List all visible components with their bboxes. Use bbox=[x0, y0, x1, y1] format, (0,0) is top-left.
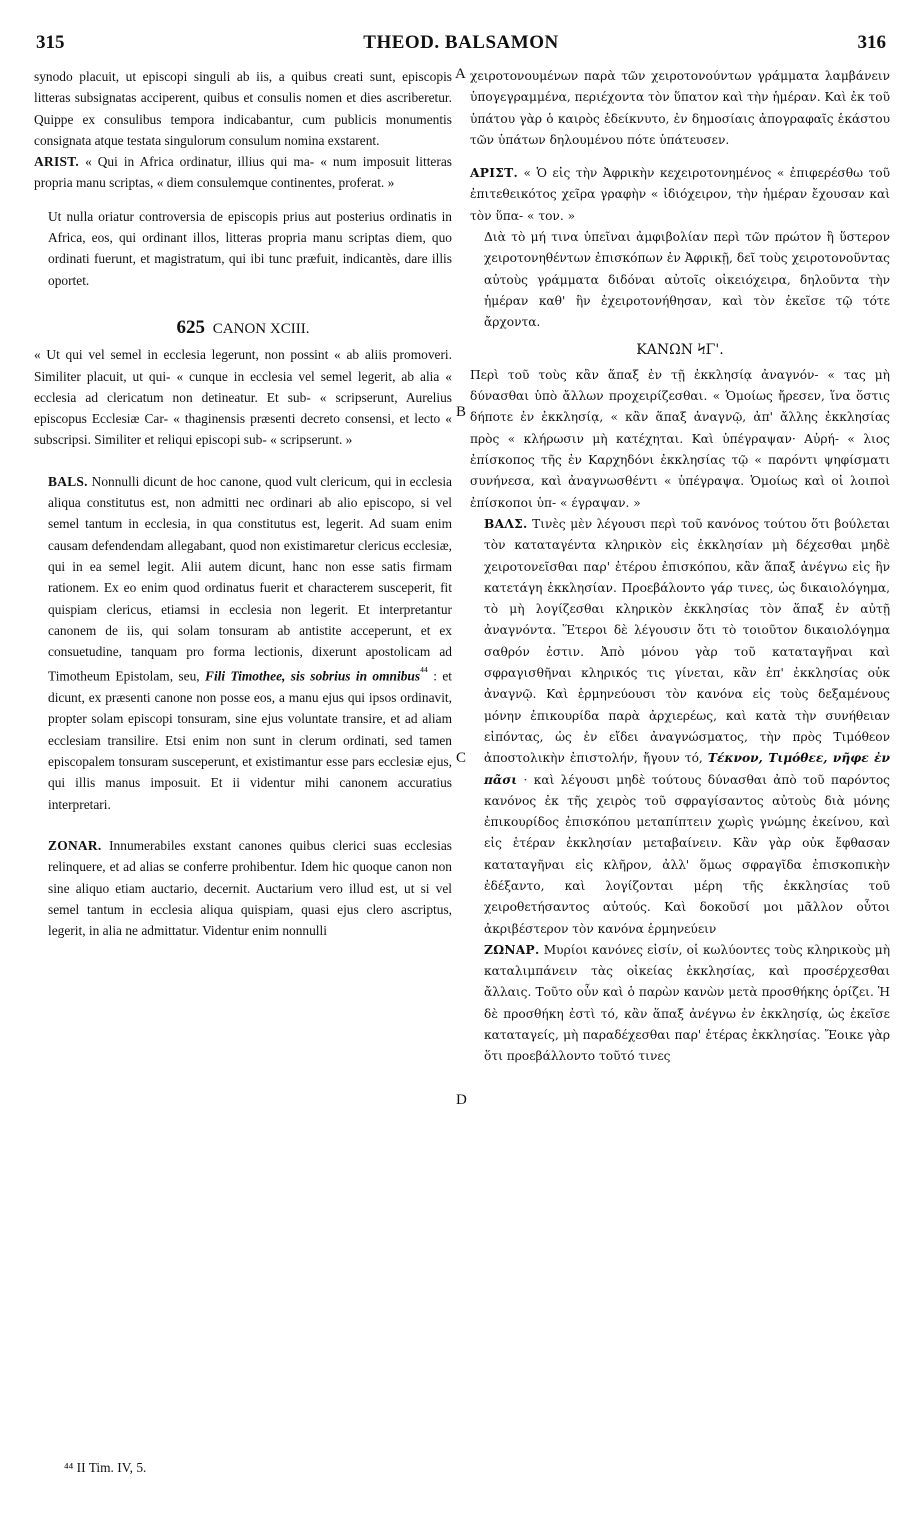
zonar-text-latin: Innumerabiles exstant canones quibus clerici suas ecclesias relinquere, et ad alias se conferre prohibentur. Idem hic quoque canon non sine aliquo etiam auctario, decernit. Auctarium vero illud est, ut si vel semel tantum in ecclesia aliqua quispiam, quasi ejus clero ascriptus, legerit, in alia ne admittatur. Videntur enim nonnulli bbox=[48, 837, 452, 939]
bals-label-latin: BALS. bbox=[48, 473, 88, 489]
latin-paragraph-intro: synodo placuit, ut episcopi singuli ab iis, a quibus creati sunt, episcopis litteras subsignatas acciperent, quibus et consulis nomen et dies ascriberetur. Quippe ex consulibus tempora indicabantur, cum publicis monumentis consignata atque testata singulorum consulum nomina exstarent. bbox=[34, 69, 452, 148]
bals-text-greek-a: Τινὲς μὲν λέγουσι περὶ τοῦ κανόνος τούτου ὅτι βούλεται τὸν καταταγέντα κληρικὸν εἰς ἐκκλησίαν μὴ δέχεσθαι μηδὲ χειροτονεῖσθαι παρ' ἑτέρου ἐπισκόπου, κἂν ἅπαξ ἀνέγνω εἰς ἣν κατετάγη ἐκκλησίαν. Προεβάλοντο γάρ τινες, ὡς δικαιολόγημα, τὸ μὴ λογίζεσθαι κληρικὸν ἐκκλησίας τὸν ἅπαξ ἐν αὐτῇ ἀναγνόντα. Ἕτεροι δὲ λέγουσιν ὅτι τὸ τοιοῦτον δικαιολόγημα σαθρόν ἐστιν. Ἀπὸ μόνου γὰρ τοῦ καταταγῆναι καὶ σφραγισθῆναι κληρικός τις γίνεται, κἂν ἐπ' ἐκκλησίας οὐκ ἀναγνῷ. Καὶ ἑρμηνεύουσι τὸν κανόνα εἰς τοὺς δεξαμένους μόνην ἐπικουρίδα παρὰ ἀρχιερέως, καὶ κατὰ τὴν συνήθειαν εἰπόντας, ὡς ἐν εἴδει ἀναγνώσματος, τὴν πρὸς Τιμόθεον ἀποστολικὴν ἐπιστολήν, ἤγουν τό, bbox=[484, 516, 890, 766]
canon-text-latin: « Ut qui vel semel in ecclesia legerunt, non possint « ab aliis promoveri. Similiter placuit, ut qui- « cunque in ecclesia vel semel legerit, ab alia « ecclesia ad clericatum non detineatur. Et sub- « scripserunt, Aurelius episcopus Ecclesiæ Car- « thaginensis præsenti decreto consensi, et lecto « subscripsi. Similiter et reliqui episcopi sub- « scripserunt. » bbox=[34, 347, 452, 448]
arist-text: « Qui in Africa ordinatur, illius qui ma- « num imposuit litteras propria manu scriptas, « diem consulemque continentes, proferat. » bbox=[34, 154, 452, 191]
section-marker-c: C bbox=[456, 750, 467, 766]
bals-paragraph-latin bbox=[34, 471, 452, 815]
zonar-paragraph-greek bbox=[470, 940, 890, 1068]
running-title: THEOD. BALSAMON bbox=[363, 32, 559, 53]
arist-label: ARIST. bbox=[34, 154, 80, 170]
greek-column bbox=[470, 66, 890, 1068]
bals-text-latin-a: Nonnulli dicunt de hoc canone, quod vult clericum, qui in ecclesia aliqua constitutus est, non admitti nec ordinari ab alio episcopo, si vel semel tantum in ecclesia, in qua constitutus est, legerit. Ad suam enim causam defendendam allegabant, quod non existimaretur clericus ecclesiæ, qui in ea semel legit. Alii autem dicunt, hanc non esse satis firmam rationem. Ex eo enim quod ordinatus fuerit et characterem susceperit, fit quispiam clericus, etiamsi in ecclesia non legerit. Et interpretantur canonem de iis, qui solam tonsuram ab antistite acceperunt, et ex consuetudine, tanquam pro forma lectionis, dixerunt apostolicam ad Timotheum Epistolam, seu, bbox=[48, 473, 452, 684]
section-marker-a: A bbox=[455, 66, 466, 82]
page-number-right: 316 bbox=[857, 32, 886, 53]
zonar-paragraph-latin bbox=[34, 835, 452, 941]
bals-quote-latin: Fili Timothee, sis sobrius in omnibus bbox=[205, 668, 421, 684]
greek-arist-paragraph bbox=[470, 163, 890, 227]
bals-quote-greek: Τέκνον, Τιμόθεε, νῆφε ἐν πᾶσι bbox=[484, 751, 890, 787]
bals-text-greek-b: · καὶ λέγουσι μηδὲ τούτους δύνασθαι ἀπὸ τοῦ παρόντος κανόνος ἐκ τῆς χειρὸς τοῦ σφραγίσαντος αὐτοὺς διὰ μόνης ἐπικουρίδος ἐπισκόπου μεταπίπτειν χωρὶς γνώμης ἐκείνου, καὶ εἰς ἑτέραν ἐκκλησίαν μεταβαίνειν. Κἂν γὰρ οὐκ ἔφθασαν καταταγῆναι εἰς κλῆρον, ἀλλ' ὅμως σφραγῖδα ἐπισκοπικὴν ἐδέξαντο, καὶ λογίζονται μέρη τῆς ἐκκλησίας τοῦ χειροθετήσαντος αὐτούς. Καὶ δοκοῦσί μοι μᾶλλον οὗτοι ἀκριβέστερον τὸν κανόνα ἑρμηνεύειν bbox=[484, 772, 890, 936]
bals-paragraph-greek bbox=[470, 514, 890, 940]
latin-arist-paragraph bbox=[34, 151, 452, 194]
latin-column bbox=[34, 66, 452, 941]
page-number-left: 315 bbox=[36, 32, 65, 53]
zonar-label-greek: ΖΩΝΑΡ. bbox=[484, 942, 540, 957]
arist-label-greek: ΑΡΙΣΤ. bbox=[470, 166, 519, 181]
canon-text-greek: Περὶ τοῦ τοὺς κἂν ἅπαξ ἐν τῇ ἐκκλησίᾳ ἀναγνόν- « τας μὴ δύνασθαι ὑπὸ ἄλλων προχειρίζεσθαι. « Ὁμοίως ἤρεσεν, ἵνα ὅστις δήποτε ἐν ἐκκλησίᾳ, « κἂν ἅπαξ ἀναγνῷ, ἀπ' ἄλλης ἐκκλησίας πρὸς « κλήρωσιν μὴ κατέχηται. Καὶ ὑπέγραψαν· Αὐρή- « λιος ἐπίσκοπος τῆς ἐν Καρχηδόνι ἐκκλησίας τῷ « παρόντι ψηφίσματι συνήνεσα, καὶ ἀναγνωσθέντι « ὑπέγραψα. Ὁμοίως καὶ οἱ λοιποὶ ἐπίσκοποι ὑπ- « έγραψαν. » bbox=[470, 367, 890, 510]
greek-paragraph-summary: Διὰ τὸ μή τινα ὑπεῖναι ἀμφιβολίαν περὶ τῶν πρώτον ἢ ὕστερον χειροτονηθέντων ἐπισκόπων ἐν Ἀφρικῇ, δεῖ τοὺς χειροτονοῦντας αὐτοὺς γράμματα διδόναι αὐτοῖς οἰκειόχειρα, δηλοῦντα τὴν ἡμέραν καθ' ἣν ἐχειροτονήθησαν, καὶ τὸν ἐκεῖσε τῷ τότε ἄρχοντα. bbox=[484, 230, 890, 330]
canon-title-greek: ΚΑΝΩΝ ϞΓ'. bbox=[636, 341, 724, 358]
page-header bbox=[36, 32, 886, 58]
canon-section-number: 625 bbox=[176, 316, 206, 338]
canon-title-latin: CANON XCIII. bbox=[212, 320, 310, 337]
bals-label-greek: ΒΑΛΣ. bbox=[484, 516, 528, 531]
footnote: ⁴⁴ II Tim. IV, 5. bbox=[64, 1460, 147, 1475]
arist-text-greek: « Ὁ εἰς τὴν Ἀφρικὴν κεχειροτονημένος « ἐπιφερέσθω τοῦ ἐπιτεθεικότος χεῖρα γραφὴν « ἰδιόχειρον, τὴν ἡμέραν ἔχουσαν καὶ τὸν ὕπα- « τον. » bbox=[470, 166, 890, 223]
footnote-ref: ⁴⁴ bbox=[420, 666, 428, 679]
canon-heading-greek bbox=[470, 340, 890, 361]
zonar-text-greek: Μυρίοι κανόνες εἰσίν, οἱ κωλύοντες τοὺς κληρικοὺς μὴ καταλιμπάνειν τὰς οἰκείας ἐκκλησίας, καὶ προσέρχεσθαι ἄλλαις. Τοῦτο οὖν καὶ ὁ παρὼν κανὼν μετὰ προσθήκης ὁρίζει. Ἡ δὲ προσθήκη ἐστὶ τό, κἂν ἅπαξ ἀνέγνω ἐν ἐκκλησίᾳ, ὡς ἐκεῖσε καταταγείς, μὴ παραδέχεσθαι παρ' ἑτέρας ἐκκλησίας. Ἔοικε γὰρ ὅτι προεβάλλοντο τοῦτό τινες bbox=[484, 942, 890, 1064]
canon-heading-latin bbox=[34, 317, 452, 340]
greek-paragraph-intro: χειροτονουμένων παρὰ τῶν χειροτονούντων γράμματα λαμβάνειν ὑπογεγραμμένα, περιέχοντα τὸν ὕπατον καὶ τὴν ἡμέραν. Καὶ ἐκ τοῦ ὑπάτου γὰρ ὁ καιρὸς ἐδείκνυτο, ἐν δημοσίαις ἀπογραφαῖς ἑκάστου τῶν ὑπάτων δηλουμένου πότε ὑπάτευσεν. bbox=[470, 69, 890, 147]
section-marker-d: D bbox=[456, 1092, 467, 1108]
latin-paragraph-summary: Ut nulla oriatur controversia de episcopis prius aut posterius ordinatis in Africa, eos, qui ordinant illos, litteras propria manu scriptas diem, quo ordinati fuerunt, et magistratum, qui ibi tunc præfuit, indicantès, dare illis oportet. bbox=[48, 208, 452, 288]
bals-text-latin-b: : et dicunt, ex præsenti canone non posse eos, a manu ejus qui ipsos ordinavit, propter solam episcopi tonsuram, sine ejus voluntate transire, et ad aliam ecclesiam transilire. Etsi enim non sunt in clerum ordinati, sed tamen episcopalem tonsuram susceperunt, et existimantur esse pars ecclesiæ ejus, qui illis manus imposuit. Et ii videntur mihi canonem accuratius interpretari. bbox=[48, 668, 452, 812]
section-marker-b: B bbox=[456, 404, 467, 420]
zonar-label-latin: ZONAR. bbox=[48, 837, 102, 853]
